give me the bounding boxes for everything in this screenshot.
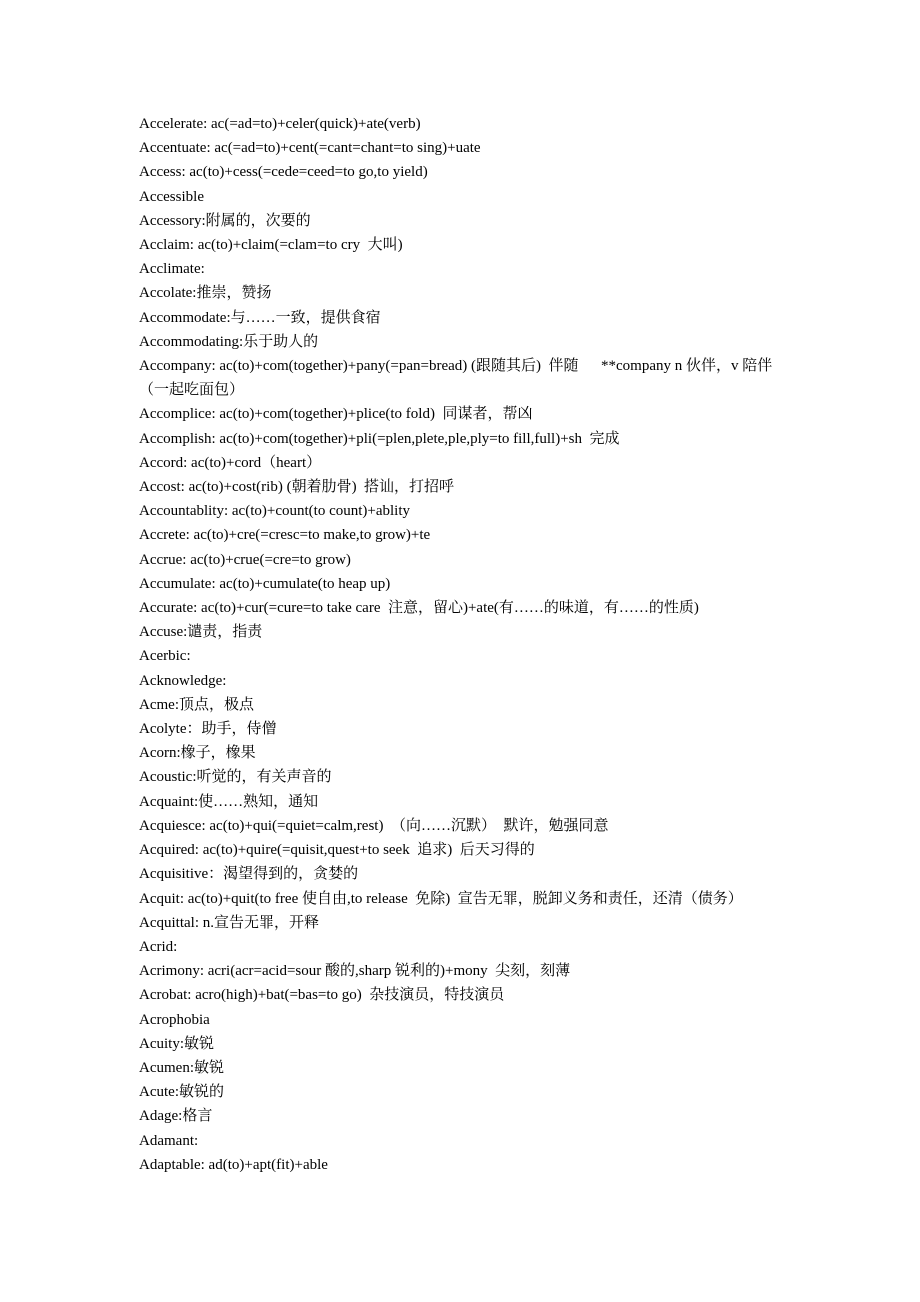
vocabulary-entry: Acclimate: <box>139 261 205 278</box>
vocabulary-entry: Accost: ac(to)+cost(rib) (朝着肋骨) 搭讪，打招呼 <box>139 479 455 496</box>
vocabulary-entry: Accrue: ac(to)+crue(=cre=to grow) <box>139 551 351 568</box>
vocabulary-entry: Acquisitive：渴望得到的，贪婪的 <box>139 866 359 883</box>
vocabulary-entry: Acute:敏锐的 <box>139 1084 224 1101</box>
vocabulary-entry: Accuse:谴责，指责 <box>139 624 263 641</box>
vocabulary-entry: Acme:顶点，极点 <box>139 696 254 713</box>
vocabulary-entry: Acquittal: n.宣告无罪，开释 <box>139 914 319 931</box>
vocabulary-entry: Accomplish: ac(to)+com(together)+pli(=plen,plete,ple,ply=to fill,full)+sh 完成 <box>139 430 620 447</box>
vocabulary-entry: Accrete: ac(to)+cre(=cresc=to make,to grow)+te <box>139 527 431 544</box>
vocabulary-entry: Acquiesce: ac(to)+qui(=quiet=calm,rest) （向……沉默） 默许，勉强同意 <box>139 817 609 834</box>
vocabulary-entry: Acquaint:使……熟知，通知 <box>139 793 319 810</box>
vocabulary-entry: Acerbic: <box>139 648 191 665</box>
vocabulary-entry: Accolate:推崇，赞扬 <box>139 285 272 302</box>
vocabulary-entry: Acrimony: acri(acr=acid=sour 酸的,sharp 锐利的)+mony 尖刻，刻薄 <box>139 963 571 980</box>
vocabulary-entry: Accelerate: ac(=ad=to)+celer(quick)+ate(verb) <box>139 116 421 132</box>
vocabulary-entry: Acknowledge: <box>139 672 227 689</box>
vocabulary-entry: Accompany: ac(to)+com(together)+pany(=pan=bread) (跟随其后) 伴随 **company n 伙伴，v 陪伴（一起吃面包） <box>139 358 773 399</box>
vocabulary-entry: Accessible <box>139 188 204 205</box>
vocabulary-entry: Acrid: <box>139 938 178 955</box>
vocabulary-entry: Accessory:附属的，次要的 <box>139 212 311 229</box>
vocabulary-entry: Acquired: ac(to)+quire(=quisit,quest+to seek 追求) 后天习得的 <box>139 842 535 859</box>
vocabulary-entry: Adamant: <box>139 1132 199 1149</box>
vocabulary-entry: Accomplice: ac(to)+com(together)+plice(to fold) 同谋者，帮凶 <box>139 406 533 423</box>
vocabulary-entry: Acrophobia <box>139 1011 210 1028</box>
vocabulary-entry: Accord: ac(to)+cord（heart） <box>139 454 322 471</box>
vocabulary-entry: Accumulate: ac(to)+cumulate(to heap up) <box>139 575 391 592</box>
vocabulary-entry: Accurate: ac(to)+cur(=cure=to take care 注意，留心)+ate(有……的味道，有……的性质) <box>139 600 699 617</box>
vocabulary-entry: Accommodating:乐于助人的 <box>139 333 319 350</box>
vocabulary-entry: Access: ac(to)+cess(=cede=ceed=to go,to yield) <box>139 164 428 181</box>
vocabulary-entry: Acoustic:听觉的，有关声音的 <box>139 769 332 786</box>
vocabulary-entry: Acuity:敏锐 <box>139 1035 214 1052</box>
vocabulary-entry: Acorn:橡子，橡果 <box>139 745 256 762</box>
vocabulary-entry: Acolyte：助手，侍僧 <box>139 721 277 738</box>
vocabulary-entry: Accountablity: ac(to)+count(to count)+ablity <box>139 503 411 520</box>
vocabulary-list <box>139 112 799 1177</box>
vocabulary-entry: Acclaim: ac(to)+claim(=clam=to cry 大叫) <box>139 237 403 254</box>
vocabulary-entry: Acumen:敏锐 <box>139 1059 224 1076</box>
vocabulary-entry: Acrobat: acro(high)+bat(=bas=to go) 杂技演员，特技演员 <box>139 987 505 1004</box>
vocabulary-entry: Adaptable: ad(to)+apt(fit)+able <box>139 1156 328 1173</box>
vocabulary-entry: Acquit: ac(to)+quit(to free 使自由,to release 免除) 宣告无罪，脱卸义务和责任，还清（债务） <box>139 890 743 907</box>
vocabulary-entry: Accommodate:与……一致，提供食宿 <box>139 309 381 326</box>
vocabulary-entry: Accentuate: ac(=ad=to)+cent(=cant=chant=to sing)+uate <box>139 140 481 157</box>
vocabulary-entry: Adage:格言 <box>139 1108 213 1125</box>
